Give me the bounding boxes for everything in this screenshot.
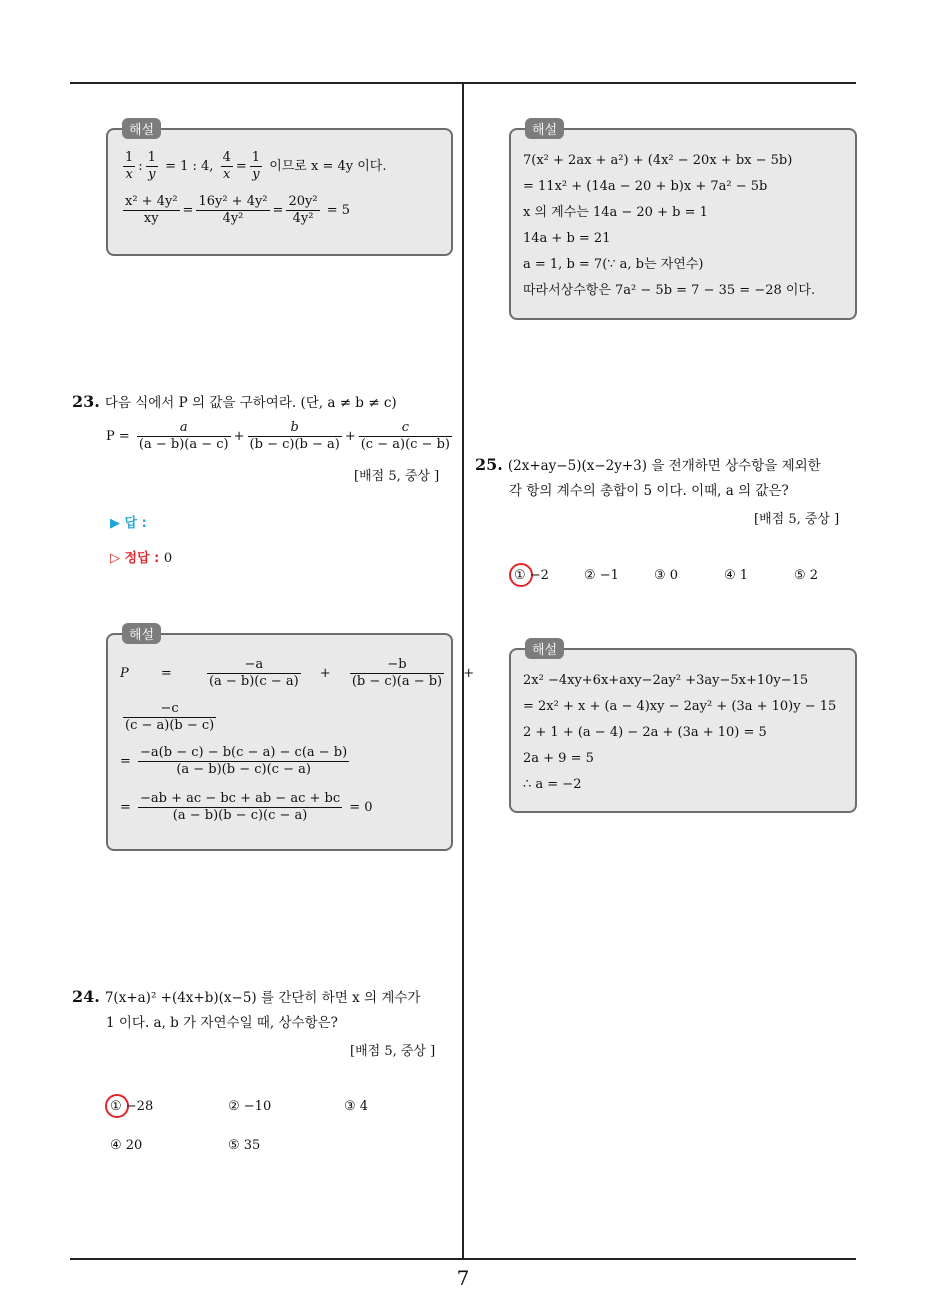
solution-box-25 — [509, 643, 857, 813]
question-25: 25. (2x+ay−5)(x−2y+3) 을 전개하면 상수항을 제외한 — [475, 455, 821, 474]
answer-label: ▶ 답 : — [110, 516, 147, 531]
choice-3[interactable]: ③ 4 — [344, 1099, 369, 1114]
solution-line: P = $\frac{-a}{(a - b)(c - a)}$ + $\frac{-b}{(b - c)(a - b)}$ + — [120, 657, 475, 689]
bottom-rule — [70, 1258, 856, 1260]
correct-answer: ▷ 정답 : 0 — [110, 551, 173, 566]
solution-line: 2a + 9 = 5 — [523, 751, 594, 766]
solution-line: ∴ a = −2 — [523, 777, 582, 792]
solution-label: 해설 — [122, 118, 161, 139]
solution-label: 해설 — [525, 638, 564, 659]
choice-2[interactable]: ② −10 — [228, 1099, 272, 1114]
choice-5[interactable]: ⑤ 2 — [794, 568, 819, 583]
question-24: 24. 7(x+a)² +(4x+b)(x−5) 를 간단히 하면 x 의 계수가 — [72, 987, 421, 1006]
solution-line: $\frac{\text{x² + 4y²}}{xy}$ = $\frac{\text{16y² + 4y²}}{\text{4y²}}$ = $\frac{\text{20y²}}{\text{4y²}}$ = 5 — [125, 194, 350, 226]
choice-1[interactable]: ① −2 — [514, 568, 549, 583]
solution-line: = 2x² + x + (a − 4)xy − 2ay² + (3a + 10)y − 15 — [523, 699, 837, 714]
solution-box-top-right — [509, 123, 857, 320]
choice-4[interactable]: ④ 1 — [724, 568, 749, 583]
solution-line: 2x² −4xy+6x+axy−2ay² +3ay−5x+10y−15 — [523, 673, 809, 688]
choice-1[interactable]: ① −28 — [110, 1099, 154, 1114]
question-24-line2: 1 이다. a, b 가 자연수일 때, 상수항은? — [106, 1015, 338, 1031]
choice-4[interactable]: ④ 20 — [110, 1138, 143, 1153]
solution-line: 14a + b = 21 — [523, 231, 611, 246]
score-label: [배점 5, 중상 ] — [354, 469, 440, 484]
solution-line: 2 + 1 + (a − 4) − 2a + (3a + 10) = 5 — [523, 725, 767, 740]
question-23: 23. 다음 식에서 P 의 값을 구하여라. (단, a ≠ b ≠ c) — [72, 392, 397, 411]
question-25-line2: 각 항의 계수의 총합이 5 이다. 이때, a 의 값은? — [509, 483, 789, 499]
solution-line: 7(x² + 2ax + a²) + (4x² − 20x + bx − 5b) — [523, 153, 793, 168]
solution-box-23 — [106, 628, 475, 851]
score-label: [배점 5, 중상 ] — [350, 1044, 436, 1059]
solution-line: = 11x² + (14a − 20 + b)x + 7a² − 5b — [523, 179, 768, 194]
score-label: [배점 5, 중상 ] — [754, 512, 840, 527]
choice-2[interactable]: ② −1 — [584, 568, 619, 583]
solution-line: $\frac{-c}{(c - a)(b - c)}$ — [125, 701, 215, 733]
solution-label: 해설 — [525, 118, 564, 139]
solution-line: $\frac{1}{x}$ : $\frac{1}{y}$ = 1 : 4, $\frac{4}{x}$ = $\frac{1}{y}$ 이므로 x = 4y 이다. — [125, 150, 387, 182]
solution-line: = $\frac{-ab + ac - bc + ab - ac + bc}{(a - b)(b - c)(c - a)}$ = 0 — [120, 791, 373, 823]
solution-line: x 의 계수는 14a − 20 + b = 1 — [523, 205, 708, 220]
solution-line: 따라서상수항은 7a² − 5b = 7 − 35 = −28 이다. — [523, 283, 816, 298]
choice-5[interactable]: ⑤ 35 — [228, 1138, 261, 1153]
choice-3[interactable]: ③ 0 — [654, 568, 679, 583]
solution-label: 해설 — [122, 623, 161, 644]
solution-line: = $\frac{-a(b - c) - b(c - a) - c(a - b)}{(a - b)(b - c)(c - a)}$ — [120, 745, 348, 777]
solution-line: a = 1, b = 7(∵ a, b는 자연수) — [523, 257, 704, 272]
solution-box-22 — [106, 123, 453, 256]
question-23-formula: P = $\frac{a}{(a - b)(a - c)}$ + $\frac{b}{(b - c)(b - a)}$ + $\frac{c}{(c - a)(c - b)}$ — [106, 420, 450, 452]
page-number: 7 — [456, 1266, 470, 1290]
